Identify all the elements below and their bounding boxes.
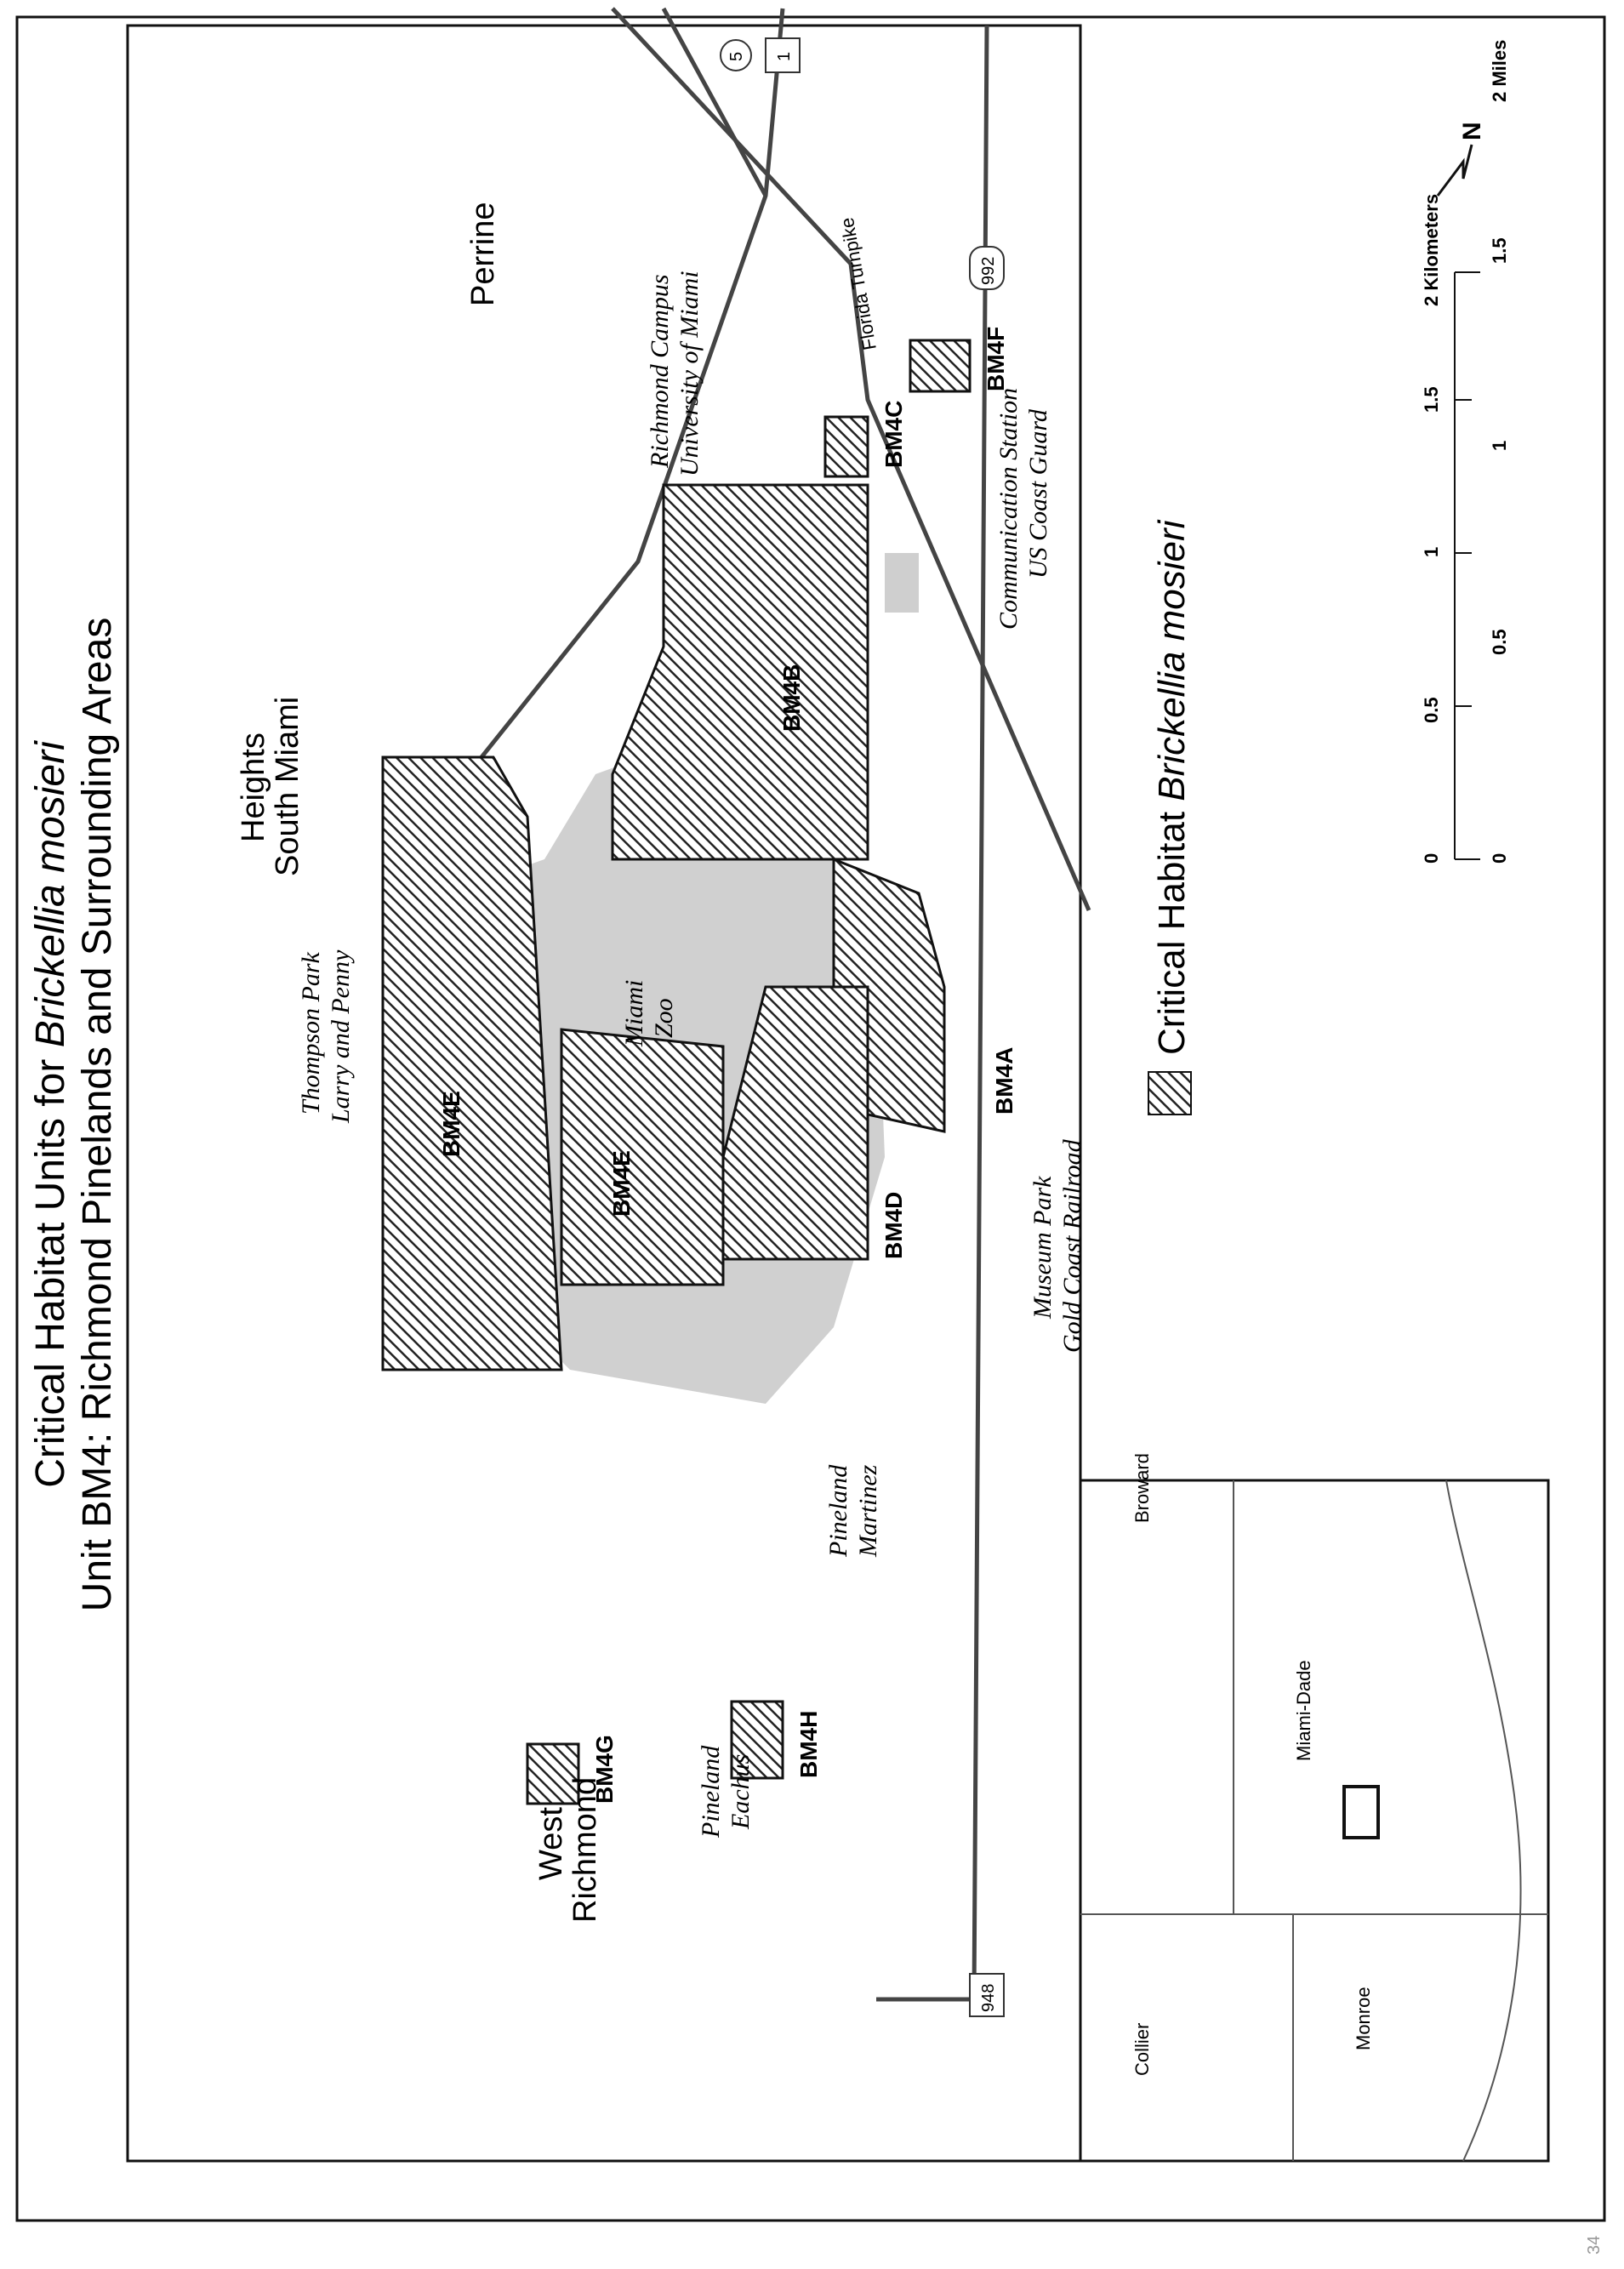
- shield-us1-label: 1: [775, 51, 794, 61]
- label-bm4e-1: BM4E: [608, 1150, 635, 1217]
- inset-miami-dade: Miami-Dade: [1293, 1660, 1314, 1761]
- road-us1-b: [664, 9, 766, 196]
- place-west: West: [533, 1807, 569, 1880]
- scale-km-1: 1: [1421, 546, 1442, 557]
- scale-mi-15: 1.5: [1489, 237, 1510, 264]
- scale-km-05: 0.5: [1421, 697, 1442, 723]
- place-richmond: Richmond: [567, 1776, 603, 1923]
- scale-bar: [1421, 40, 1510, 864]
- inset-collier: Collier: [1131, 2022, 1153, 2076]
- shield-948-label: 948: [979, 1983, 998, 2012]
- grey-patch: [885, 553, 919, 613]
- site-larry-penny: Larry and Penny: [327, 949, 355, 1123]
- page-mark: 34: [1585, 2235, 1604, 2255]
- site-museum-park: Museum Park: [1029, 1176, 1057, 1319]
- site-eachus: Eachus: [727, 1753, 755, 1829]
- north-label: N: [1458, 122, 1486, 140]
- shield-sr5-label: 5: [727, 51, 746, 61]
- road-label-florida-turnpike: Florida Turnpike: [835, 215, 880, 352]
- legend-label: Critical Habitat Brickellia mosieri: [1151, 520, 1193, 1055]
- unit-bm4e-west: [561, 1029, 723, 1285]
- scale-km-2: 2 Kilometers: [1421, 193, 1442, 306]
- unit-bm4e-east: [383, 757, 561, 1370]
- scale-mi-05: 0.5: [1489, 629, 1510, 655]
- site-us-coast-guard: US Coast Guard: [1024, 409, 1052, 579]
- scale-km-0: 0: [1421, 852, 1442, 864]
- inset-monroe: Monroe: [1353, 1987, 1374, 2050]
- north-arrow: [1438, 122, 1486, 196]
- label-bm4h: BM4H: [795, 1710, 822, 1778]
- shield-992-label: 992: [979, 256, 998, 285]
- unit-bm4c: [825, 417, 868, 476]
- site-martinez-pineland: Pineland: [824, 1464, 852, 1557]
- scale-mi-1: 1: [1489, 440, 1510, 451]
- label-bm4e-2: BM4E: [438, 1091, 464, 1157]
- site-martinez: Martinez: [854, 1464, 882, 1557]
- scale-mi-2: 2 Miles: [1489, 39, 1510, 102]
- label-bm4b: BM4B: [778, 664, 805, 732]
- label-bm4a: BM4A: [991, 1046, 1017, 1115]
- place-heights: Heights: [236, 733, 271, 842]
- site-univ-miami: University of Miami: [675, 271, 704, 476]
- site-miami: Miami: [620, 979, 648, 1046]
- label-bm4c: BM4C: [880, 400, 907, 468]
- site-eachus-pineland: Pineland: [697, 1745, 725, 1838]
- site-gold-coast: Gold Coast Railroad: [1058, 1139, 1086, 1353]
- site-thompson-park: Thompson Park: [297, 952, 325, 1115]
- title-line1: Critical Habitat Units for Brickellia mosieri: [28, 741, 73, 1488]
- label-bm4f: BM4F: [983, 326, 1009, 391]
- site-comm-station: Communication Station: [994, 387, 1023, 630]
- legend-swatch: [1148, 1072, 1191, 1115]
- scale-mi-0: 0: [1489, 852, 1510, 864]
- site-richmond-campus: Richmond Campus: [646, 274, 674, 468]
- place-perrine: Perrine: [465, 202, 501, 306]
- title-line2: Unit BM4: Richmond Pinelands and Surrounding Areas: [75, 617, 120, 1612]
- unit-bm4f: [910, 340, 970, 391]
- unit-bm4b: [613, 485, 868, 859]
- place-south-miami: South Miami: [270, 696, 305, 876]
- inset-broward: Broward: [1131, 1453, 1153, 1523]
- site-zoo: Zoo: [650, 998, 678, 1038]
- scale-km-15: 1.5: [1421, 386, 1442, 413]
- label-bm4g: BM4G: [591, 1735, 618, 1804]
- label-bm4d: BM4D: [880, 1191, 907, 1259]
